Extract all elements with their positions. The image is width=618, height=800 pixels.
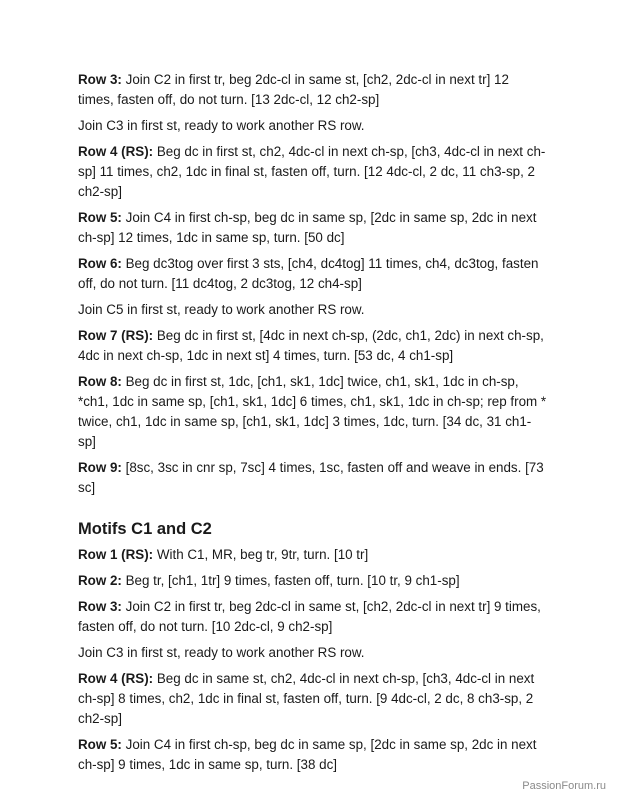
pattern-row <box>78 300 548 320</box>
row-label: Row 4 (RS): <box>78 144 154 159</box>
pattern-row <box>78 208 548 248</box>
pattern-row <box>78 142 548 202</box>
pattern-row <box>78 669 548 729</box>
row-text: Join C2 in first tr, beg 2dc-cl in same st, [ch2, 2dc-cl in next tr] 9 times, fasten off, do not turn. [10 2dc-cl, 9 ch2-sp] <box>78 599 541 634</box>
watermark: PassionForum.ru <box>522 780 606 792</box>
pattern-row <box>78 372 548 452</box>
row-label: Row 9: <box>78 460 122 475</box>
row-label: Row 1 (RS): <box>78 547 154 562</box>
rows-section <box>78 70 548 498</box>
row-label: Row 2: <box>78 573 122 588</box>
row-text: Beg dc in first st, 1dc, [ch1, sk1, 1dc] twice, ch1, sk1, 1dc in ch-sp, *ch1, 1dc in same sp, [ch1, sk1, 1dc] 6 times, ch1, sk1, 1dc in ch-sp; rep from * twice, ch1, 1dc in same sp, [ch1, sk1, 1dc] 3 times, 1dc, turn. [34 dc, 31 ch1-sp] <box>78 374 547 449</box>
row-text: Beg dc in first st, [4dc in next ch-sp, (2dc, ch1, 2dc) in next ch-sp, 4dc in next ch-sp, 1dc in next st] 4 times, turn. [53 dc, 4 ch1-sp] <box>78 328 544 363</box>
pattern-page <box>78 70 548 781</box>
row-text: Join C3 in first st, ready to work another RS row. <box>78 645 365 660</box>
pattern-row <box>78 254 548 294</box>
pattern-row <box>78 458 548 498</box>
pattern-row <box>78 597 548 637</box>
row-text: Join C4 in first ch-sp, beg dc in same sp, [2dc in same sp, 2dc in next ch-sp] 9 times, 1dc in same sp, turn. [38 dc] <box>78 737 537 772</box>
row-label: Row 5: <box>78 737 122 752</box>
row-text: Join C2 in first tr, beg 2dc-cl in same st, [ch2, 2dc-cl in next tr] 12 times, fasten off, do not turn. [13 2dc-cl, 12 ch2-sp] <box>78 72 509 107</box>
row-label: Row 8: <box>78 374 122 389</box>
pattern-row <box>78 70 548 110</box>
row-label: Row 7 (RS): <box>78 328 154 343</box>
row-text: Join C5 in first st, ready to work another RS row. <box>78 302 365 317</box>
pattern-row <box>78 326 548 366</box>
row-text: Beg dc in first st, ch2, 4dc-cl in next ch-sp, [ch3, 4dc-cl in next ch-sp] 11 times, ch2, 1dc in final st, fasten off, turn. [12 4dc-cl, 2 dc, 11 ch3-sp, 2 ch2-sp] <box>78 144 546 199</box>
row-label: Row 3: <box>78 72 122 87</box>
pattern-row <box>78 571 548 591</box>
row-text: [8sc, 3sc in cnr sp, 7sc] 4 times, 1sc, fasten off and weave in ends. [73 sc] <box>78 460 544 495</box>
pattern-row <box>78 643 548 663</box>
row-text: Beg dc3tog over first 3 sts, [ch4, dc4tog] 11 times, ch4, dc3tog, fasten off, do not turn. [11 dc4tog, 2 dc3tog, 12 ch4-sp] <box>78 256 539 291</box>
row-label: Row 6: <box>78 256 122 271</box>
row-text: Beg tr, [ch1, 1tr] 9 times, fasten off, turn. [10 tr, 9 ch1-sp] <box>121 573 460 588</box>
row-label: Row 3: <box>78 599 122 614</box>
motifs-section <box>78 545 548 775</box>
row-text: Beg dc in same st, ch2, 4dc-cl in next ch-sp, [ch3, 4dc-cl in next ch-sp] 8 times, ch2, 1dc in final st, fasten off, turn. [9 4dc-cl, 2 dc, 8 ch3-sp, 2 ch2-sp] <box>78 671 535 726</box>
row-text: Join C4 in first ch-sp, beg dc in same sp, [2dc in same sp, 2dc in next ch-sp] 12 times, 1dc in same sp, turn. [50 dc] <box>78 210 537 245</box>
pattern-row <box>78 116 548 136</box>
pattern-row <box>78 545 548 565</box>
section-heading: Motifs C1 and C2 <box>78 520 212 538</box>
row-text: With C1, MR, beg tr, 9tr, turn. [10 tr] <box>153 547 369 562</box>
row-label: Row 5: <box>78 210 122 225</box>
row-text: Join C3 in first st, ready to work another RS row. <box>78 118 365 133</box>
row-label: Row 4 (RS): <box>78 671 154 686</box>
pattern-row <box>78 735 548 775</box>
